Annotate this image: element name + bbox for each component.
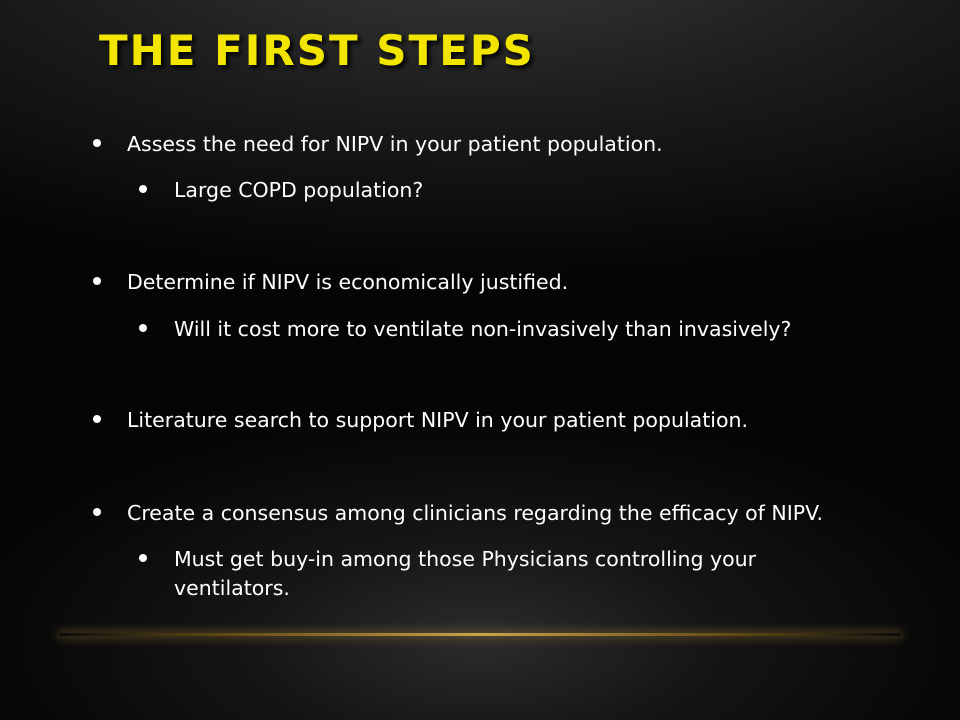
sub-bullet-item bbox=[174, 545, 854, 603]
bullet-dot-icon bbox=[93, 139, 101, 147]
sub-bullet-text: Will it cost more to ventilate non-invasively than invasively? bbox=[174, 317, 792, 341]
bullet-dot-icon bbox=[93, 415, 101, 423]
bullet-item bbox=[127, 406, 748, 435]
bullet-text: Create a consensus among clinicians regarding the efficacy of NIPV. bbox=[127, 501, 824, 525]
bullet-item bbox=[127, 130, 663, 159]
sub-bullet-text: Large COPD population? bbox=[174, 178, 424, 202]
bullet-text: Determine if NIPV is economically justified. bbox=[127, 270, 569, 294]
bullet-item bbox=[127, 499, 823, 528]
bullet-text: Assess the need for NIPV in your patient population. bbox=[127, 132, 663, 156]
bullet-dot-icon bbox=[139, 324, 147, 332]
sub-bullet-text: Must get buy-in among those Physicians controlling your ventilators. bbox=[174, 547, 757, 600]
accent-divider bbox=[60, 633, 900, 636]
slide-title: THE FIRST STEPS bbox=[99, 26, 535, 75]
sub-bullet-item bbox=[174, 176, 423, 205]
sub-bullet-item bbox=[174, 315, 791, 344]
bullet-dot-icon bbox=[93, 508, 101, 516]
bullet-dot-icon bbox=[139, 185, 147, 193]
bullet-dot-icon bbox=[93, 277, 101, 285]
bullet-text: Literature search to support NIPV in your patient population. bbox=[127, 408, 748, 432]
bullet-dot-icon bbox=[139, 554, 147, 562]
bullet-item bbox=[127, 268, 568, 297]
